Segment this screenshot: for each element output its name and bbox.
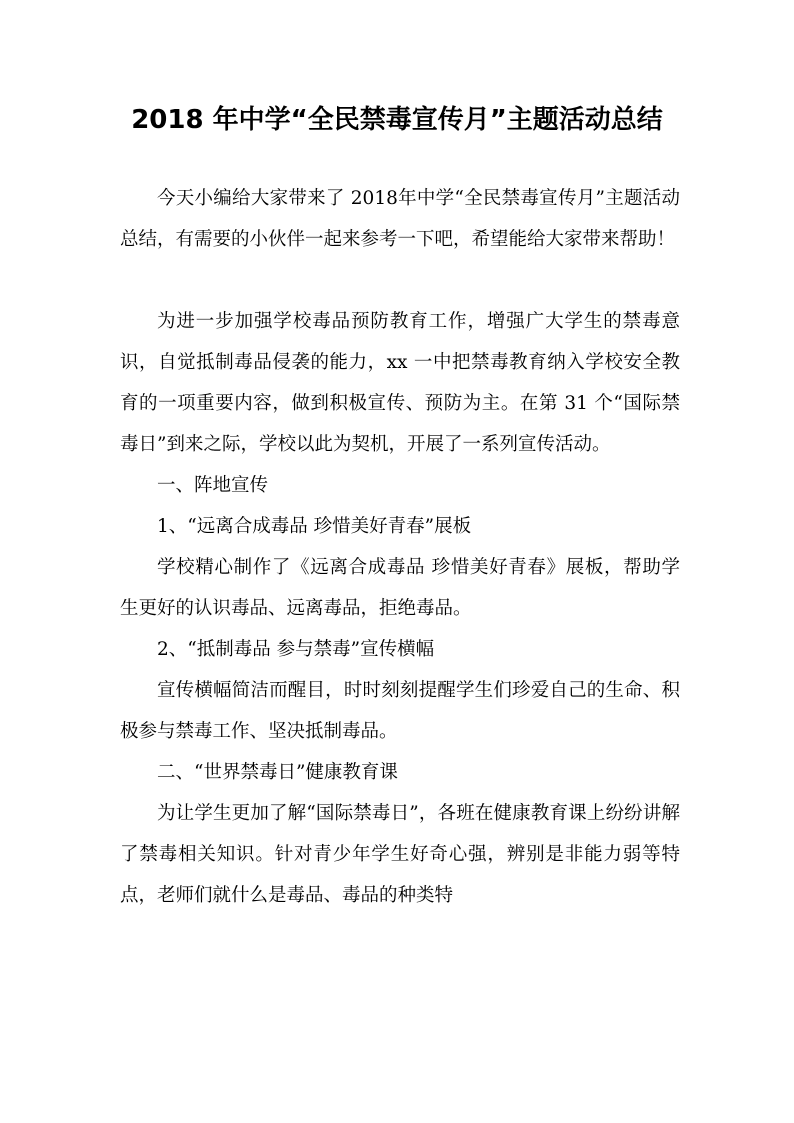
section-paragraph-2: 为让学生更加了解“国际禁毒日”，各班在健康教育课上纷纷讲解了禁毒相关知识。针对青少年学生好奇心强，辨别是非能力弱等特点，老师们就什么是毒品、毒品的种类特: [120, 803, 680, 906]
subsection-paragraph-2: 宣传横幅简洁而醒目，时时刻刻提醒学生们珍爱自己的生命、积极参与禁毒工作、坚决抵制毒品。: [120, 680, 680, 742]
subheading-1: 1、“远离合成毒品 珍惜美好青春”展板: [157, 516, 472, 537]
paragraph-spacer: [120, 260, 680, 301]
section-heading-1: 一、阵地宣传: [157, 475, 269, 496]
background-paragraph: 为进一步加强学校毒品预防教育工作，增强广大学生的禁毒意识，自觉抵制毒品侵袭的能力，xx 一中把禁毒教育纳入学校安全教育的一项重要内容，做到积极宣传、预防为主。在第 31 个“国际禁毒日”到来之际，学校以此为契机，开展了一系列宣传活动。: [120, 311, 680, 455]
document-title: 2018 年中学“全民禁毒宣传月”主题活动总结: [131, 105, 663, 135]
document-body: [120, 178, 680, 916]
subheading-2: 2、“抵制毒品 参与禁毒”宣传横幅: [157, 639, 435, 660]
subsection-paragraph-1: 学校精心制作了《远离合成毒品 珍惜美好青春》展板，帮助学生更好的认识毒品、远离毒品，拒绝毒品。: [120, 557, 680, 619]
intro-paragraph: 今天小编给大家带来了 2018年中学“全民禁毒宣传月”主题活动总结，有需要的小伙伴一起来参考一下吧，希望能给大家带来帮助！: [120, 188, 680, 250]
section-heading-2: 二、“世界禁毒日”健康教育课: [157, 762, 398, 783]
